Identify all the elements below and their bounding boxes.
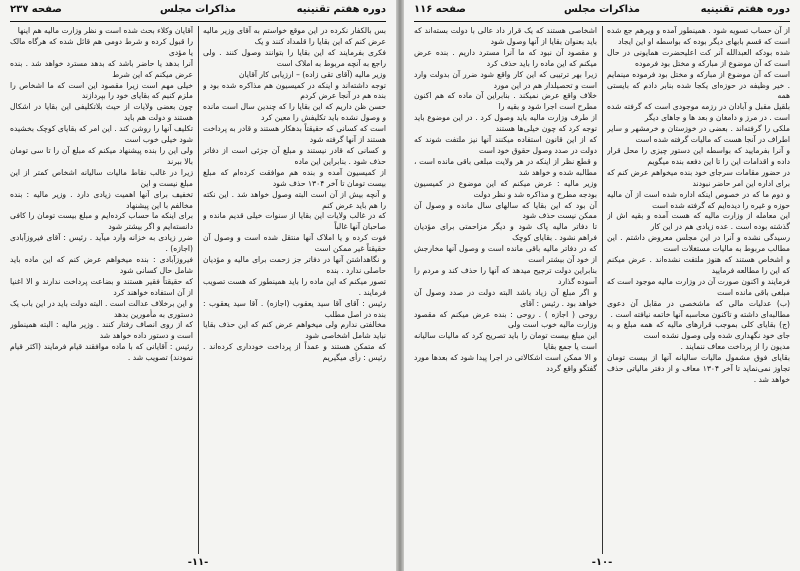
text-paragraph: آقایان وکلاء بحث شده است و نظر وزارت مالیه هم اینها xyxy=(17,26,193,35)
text-paragraph: روحی ( اجازه ) . روحی : بنده عرض میکنم که مقصود وزارت مالیه خوب است ولی xyxy=(414,309,597,330)
text-paragraph: (ج) بقایای کلی بموجب قرارهای مالیه که همه مبلغ و به جای خود نگهداری شده ولی وصول نشده است xyxy=(607,320,790,341)
text-column-right xyxy=(203,26,386,554)
text-paragraph: فوت کرده و یا املاک آنها منتقل شده است و وصول آن حقیقتاً غیر ممکن است xyxy=(203,233,386,254)
text-paragraph: از آن حساب تسویه شود . همینطور آمده و ویرهم جع شده است که قسم بابهای دیگر بوده که بواسطه او این ایجاد xyxy=(607,26,790,46)
header-page-number: صفحه ۲۳۷ xyxy=(10,4,62,15)
page-footer-number: -۱۰- xyxy=(591,557,613,568)
text-paragraph: تا دفاتر مالیه پاک شود و دیگر مزاحمتی برای مؤدیان فراهم نشود . بقایای کوچک xyxy=(414,222,597,243)
text-column-left xyxy=(414,26,597,554)
text-paragraph: مدیون را از پرداخت معاف ننمایند . xyxy=(680,342,790,352)
text-paragraph: برای اینکه ما حساب کرده‌ایم و مبلغ بیست تومان را کافی دانسته‌ایم و اگر بیشتر شود xyxy=(10,211,193,232)
text-paragraph: (ب) عدلیات مالی که ماشخصی در مقابل آن دعوی مطالبه‌ای داشته و تاکنون محاسبه آنها خاتمه نیافته است . xyxy=(607,298,790,319)
text-paragraph: و آنچه بیش از آن است البته وصول خواهد شد . این نکته را هم باید عرض کنم xyxy=(203,189,386,210)
text-paragraph: فکری بفرمایند که این بقایا را بتوانند وصول کنند . ولی راجع به آنچه مربوط به املاک است xyxy=(203,47,386,68)
text-paragraph: چون بعضی ولایات از حیث بلاتکلیفی این بقایا در اشکال هستند و دولت هم باید xyxy=(10,102,193,123)
text-paragraph: ملکی را گرفته‌اند . بعضی در خوزستان و خرمشهر و سایر اطراف در آنجا هست که مالیات گرفته شده است xyxy=(607,124,790,145)
text-paragraph: وزیر مالیه : عرض میکنم که این موضوع در کمیسیون بودجه مطرح و مذاکره شد و نظر دولت xyxy=(414,178,597,199)
text-paragraph: که در غالب ولایات این بقایا از سنوات خیلی قدیم مانده و صاحبان آنها غالباً xyxy=(203,211,386,232)
header-rule xyxy=(414,21,790,22)
text-paragraph: و اگر مبلغ آن زیاد باشد البته دولت در صدد وصول آن خواهد بود . رئیس : آقای xyxy=(414,287,597,308)
text-paragraph: و کسانی که قادر نیستند و مبلغ آن جزئی است از دفاتر حذف شود . بنابراین این ماده xyxy=(203,145,386,166)
header-rule xyxy=(10,21,386,22)
text-paragraph: که از این قانون استفاده میکنند آنها نیز ملتفت شوند که دولت در صدد وصول حقوق خود است xyxy=(414,135,597,155)
page-left xyxy=(0,0,396,571)
text-paragraph: که متمکن هستند و عمداً از پرداخت خودداری کرده‌اند . رئیس : رأی میگیریم xyxy=(203,342,386,363)
text-paragraph: این مبلغ بیست تومان را باید تصریح کرد که مالیات سالیانه است یا جمع بقایا xyxy=(414,331,597,352)
text-paragraph: که از روی انصاف رفتار کنند . وزیر مالیه : البته همینطور است و دستور داده خواهد شد xyxy=(10,320,193,341)
header-title: مذاکرات مجلس xyxy=(563,4,641,15)
text-paragraph: است که آن موضوع از مبارکه و مختل بود فرموده مینمایم . خیر وظیفه در حوزه‌ای یکجا شده بنابر دادم که بایستی همه xyxy=(607,69,790,101)
text-paragraph: زیرا بهر ترتیبی که این کار واقع شود ضرر آن بدولت وارد است و تحصیلدار هم در این مورد xyxy=(414,69,597,90)
header-session: دوره هفتم تقنینیه xyxy=(296,4,386,15)
text-paragraph: از کمیسیون آمده و بنده هم موافقت کرده‌ام که مبلغ بیست تومان تا آخر ۱۳۰۴ حذف شود xyxy=(203,167,386,188)
text-paragraph: مخالفتی ندارم ولی میخواهم عرض کنم که این حذف بقایا نباید شامل اشخاصی شود xyxy=(203,320,386,341)
text-paragraph: و قطع نظر از اینکه در هر ولایت مبلغی باقی مانده است ، مطالبه شده و خواهد شد xyxy=(414,156,597,177)
book-gutter xyxy=(396,0,404,571)
text-column-left xyxy=(10,26,193,554)
column-divider xyxy=(602,26,603,554)
text-paragraph: و مقصود آن نبود که ما آنرا مسترد داریم . بنده عرض میکنم که این ماده را باید حذف کرد xyxy=(414,47,597,68)
text-paragraph: از طرف وزارت مالیه باید وصول کرد . در این موضوع باید توجه کرد که چون خیلی‌ها هستند xyxy=(414,113,597,134)
text-paragraph: و اشخاص هستند که هنوز ملتفت نشده‌اند . عرض میکنم که این را مطالعه فرمایید xyxy=(607,255,790,275)
text-paragraph: فیروزآبادی : بنده میخواهم عرض کنم که این ماده باید شامل حال کسانی شود xyxy=(10,255,193,275)
header-title: مذاکرات مجلس xyxy=(159,4,237,15)
text-paragraph: آنرا بدهد یا حاضر باشد که بدهد مسترد خواهد شد . بنده عرض میکنم که این شرط xyxy=(10,58,193,79)
text-paragraph: بلقیل مقبل و آبادان در رزمه موجودی است که گرفته شده است . در مرز و دامغان و بعد ها و جاهای دیگر xyxy=(607,102,790,123)
text-paragraph: تکلیف آنها را روشن کند . این امر که بقایای کوچک بخشیده شود خیلی خوب است xyxy=(10,124,193,145)
text-paragraph: و این برخلاف عدالت است . البته دولت باید در این باب یک دستوری به مأمورین بدهد xyxy=(10,298,193,319)
header-page-number: صفحه ۱۱۶ xyxy=(414,4,466,15)
text-paragraph: که حقیقتاً فقیر هستند و بضاعت پرداخت ندارند و الا اغنیا از آن استفاده خواهند کرد xyxy=(10,276,193,297)
text-paragraph: در حضور مقامات سرجای خود بنده میخواهم عرض کنم که برای اداره این امر حاضر نبودند xyxy=(607,167,790,188)
text-paragraph: توجه داشته‌اند و اینکه در کمیسیون هم مذاکره شده بود و بنده هم در آنجا عرض کردم xyxy=(203,80,386,101)
header-session: دوره هفتم تقنینیه xyxy=(700,4,790,15)
text-paragraph: خیلی مهم است زیرا مقصود این است که ما اشخاص را ملزم کنیم که بقایای خود را بپردازند xyxy=(10,80,193,101)
text-paragraph: ولی این را بنده پیشنهاد میکنم که مبلغ آن را تا سی تومان بالا ببرند xyxy=(10,145,193,166)
page-footer-number: -۱۱- xyxy=(187,557,209,568)
text-paragraph: است که کسانی که حقیقتاً بدهکار هستند و قادر به پرداخت هستند از آنها گرفته شود xyxy=(203,124,386,145)
text-paragraph: شده بودکه العبدالله آنر کت اعلیحضرت همایونی در حال است که آن موضوع از مبارکه و مختل بود فرموده xyxy=(607,47,790,68)
text-paragraph: حسن ظن داریم که این بقایا را که چندین سال است مانده و وصول نشده باید تکلیفش را معین کرد xyxy=(203,102,386,123)
text-paragraph: تصور میکنم که این ماده را باید همینطور که هست تصویب فرمایند . xyxy=(203,276,386,297)
text-paragraph: بس بالکفار نکرده در این موقع خواستم به آقای وزیر مالیه عرض کنم که این بقایا را قلمداد کنند و یک xyxy=(203,26,386,46)
text-paragraph: و دوم ما که در خصوص اینکه اداره شده است از آن مالیه حوزه و غیره را دیده‌ایم که گرفته شده است xyxy=(607,189,790,210)
text-paragraph: آن بود که این بقایا که سالهای سال مانده و وصول آن ممکن نیست حذف شود xyxy=(414,200,597,221)
page-header xyxy=(10,4,386,20)
text-paragraph: اشخاصی هستند که یک قرار داد عالی با دولت بسته‌اند که باید بعنوان بقایا از آنها وصول شود xyxy=(414,26,597,46)
text-paragraph: زیرا در غالب نقاط مالیات سالیانه اشخاص کمتر از این مبلغ نیست و این xyxy=(10,167,193,188)
text-paragraph: تخفیف برای آنها اهمیت زیادی دارد . وزیر مالیه : بنده مخالفم با این پیشنهاد xyxy=(10,189,193,210)
text-paragraph: بنابراین دولت ترجیح میدهد که آنها را حذف کند و مردم را آسوده گذارد xyxy=(414,265,597,286)
page-header xyxy=(414,4,790,20)
text-paragraph: را قبول کرده و شرط دومی هم قائل شده که هرگاه مالک یا مؤدی xyxy=(10,36,193,57)
page-right xyxy=(404,0,800,571)
text-paragraph: و نگاهداشتن آنها در دفاتر جز زحمت برای مالیه و مؤدیان حاصلی ندارد . بنده xyxy=(203,255,386,275)
text-paragraph: و الا ممکن است اشکالاتی در اجرا پیدا شود که بعدها مورد گفتگو واقع گردد xyxy=(414,353,597,374)
text-paragraph: و آنرا بفرمایید که بواسطه این دستور چیزی را محل قرار داده و اقدامات این را تا این دفعه بنده میگویم xyxy=(607,145,790,166)
column-divider xyxy=(198,26,199,554)
text-paragraph: رسیدگی نشده و آنرا در این مجلس معروض داشتم . این مطالب مربوط به مالیات مستغلات است xyxy=(607,233,790,254)
text-paragraph: که در دفاتر مالیه باقی مانده است و وصول آنها مخارجش از خود آن بیشتر است xyxy=(414,244,597,265)
text-paragraph: این معامله از وزارت مالیه که هست آمده و بقیه اش از گذشته بوده است . عده زیادی هم در این کار xyxy=(607,211,790,232)
text-paragraph: خلاف واقع عرض نمیکند . بنابراین آن ماده که هم اکنون مطرح است اجرا شود و بقیه را xyxy=(414,91,597,112)
text-paragraph: وزیر مالیه (آقای تقی زاده) – ارزیابی کار آقایان xyxy=(238,69,386,79)
text-paragraph: رئیس : آقای آقا سید یعقوب (اجازه) . آقا سید یعقوب : بنده در اصل مطلب xyxy=(203,298,386,319)
text-paragraph: ضرر زیادی به خزانه وارد میآید . رئیس : آقای فیروزآبادی (اجازه) . xyxy=(10,233,193,254)
text-paragraph: بقایای فوق مشمول مالیات سالیانه آنها از بیست تومان تجاوز نمی‌نماید تا آخر ۱۳۰۴ معاف و از دفتر مالیاتی حذف خواهد شد . xyxy=(607,353,790,384)
text-column-right xyxy=(607,26,790,554)
text-paragraph: رئیس : آقایانی که با ماده موافقند قیام فرمایند (اکثر قیام نمودند) تصویب شد . xyxy=(10,342,193,363)
text-paragraph: فرمایند و اکنون صورت آن در وزارت مالیه موجود است که مبلغی باقی مانده است xyxy=(607,276,790,297)
